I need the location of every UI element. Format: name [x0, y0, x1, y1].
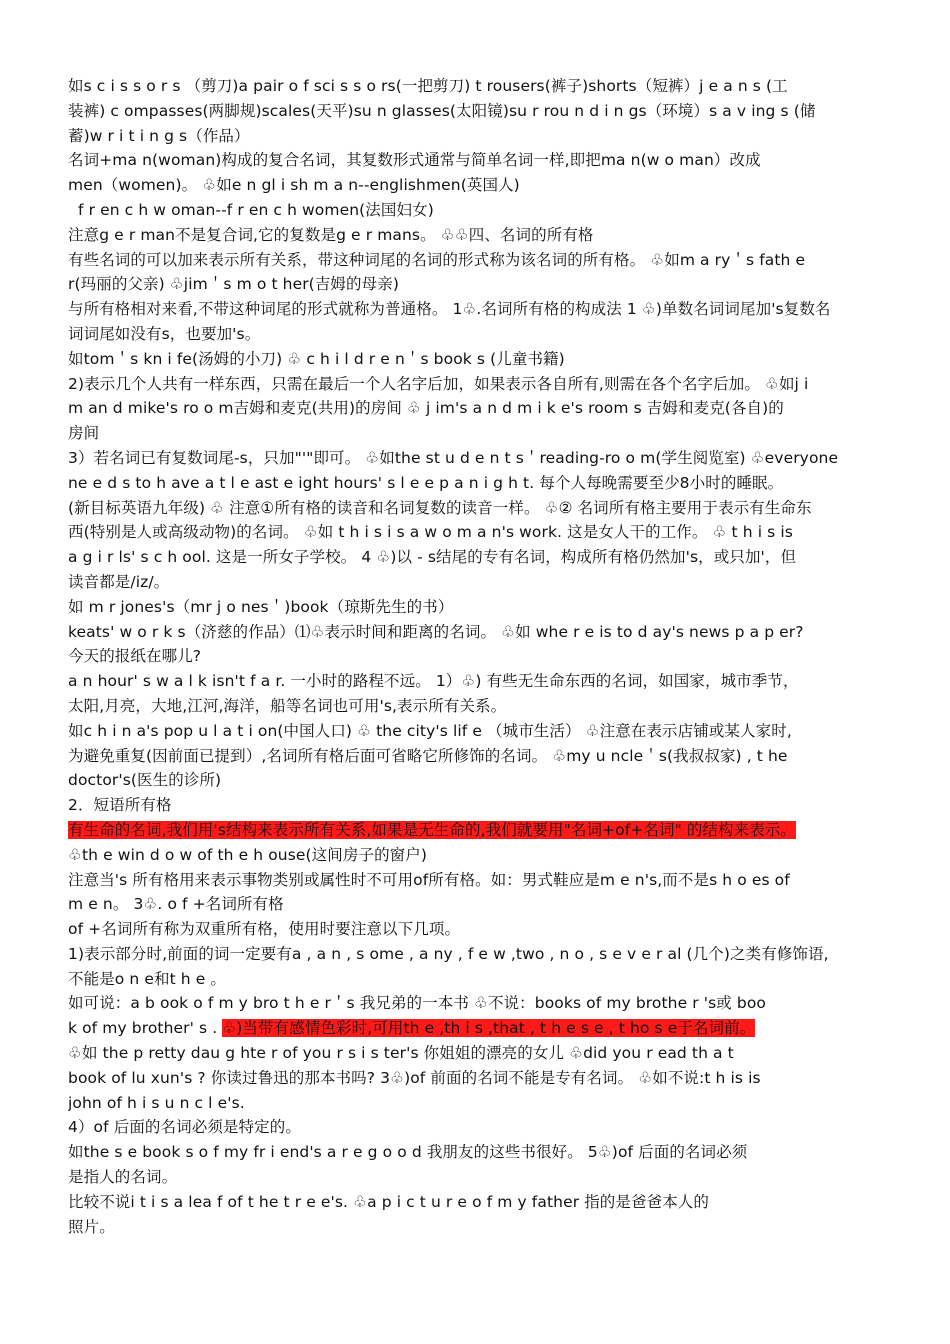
text-line: a n hour' s w a l k isn't f a r. 一小时的路程不远。 1）♧) 有些无生命东西的名词，如国家，城市季节， [68, 672, 799, 691]
text-line: 1)表示部分时,前面的词一定要有a , a n , s ome , a ny , f e w ,two , n o , s e v e r al (几个)之类有修饰语, [68, 944, 829, 963]
text-line: 蓄)w r i t i n g s（作品） [68, 126, 250, 145]
text-line: 注意g e r man不是复合词,它的复数是g e r mans。 ♧♧四、名词的所有格 [68, 225, 594, 244]
text-line: 读音都是/iz/。 [68, 572, 170, 591]
text-line: keats' w o r k s（济慈的作品）⑴♧表示时间和距离的名词。 ♧如 whe r e is to d ay's news p a p er? [68, 622, 804, 641]
text-line: 装裤) c ompasses(两脚规)scales(天平)su n glasses(太阳镜)su r rou n d i n gs（环境）s a v ing s (储 [68, 101, 816, 120]
text-line: 2)表示几个人共有一样东西，只需在最后一个人名字后加，如果表示各自所有,则需在各个名字后加。 ♧如j i [68, 374, 809, 393]
text-line-with-highlight [68, 1016, 888, 1041]
text-line: 有些名词的可以加来表示所有关系，带这种词尾的名词的形式称为该名词的所有格。 ♧如m a ry＇s fath e [68, 250, 806, 269]
text-line: 与所有格相对来看,不带这种词尾的形式就称为普通格。 1♧.名词所有格的构成法 1 ♧)单数名词词尾加's复数名 [68, 300, 831, 319]
text-line: 如c h i n a's pop u l a t i on(中国人口) ♧ the city's lif e （城市生活） ♧注意在表示店铺或某人家时, [68, 721, 792, 740]
text-line: 3）若名词已有复数词尾-s，只加"'"即可。 ♧如the st u d e n t s＇reading-ro o m(学生阅览室) ♧everyone [68, 448, 839, 467]
red-highlight: 有生命的名词,我们用's结构来表示所有关系,如果是无生命的,我们就要用"名词+of+名词" 的结构来表示。 [68, 820, 797, 839]
text-line: ♧如 the p retty dau g hte r of you r s i s ter's 你姐姐的漂亮的女儿 ♧did you r ead th a t [68, 1044, 734, 1063]
text-line: 比较不说i t i s a lea f of t he t r e e's. ♧a p i c t u r e o f m y father 指的是爸爸本人的 [68, 1192, 710, 1211]
text-line: 如tom＇s kn i fe(汤姆的小刀) ♧ c h i l d r e n＇s book s (儿童书籍) [68, 349, 565, 368]
text-line: 为避免重复(因前面已提到）,名词所有格后面可省略它所修饰的名词。 ♧my u ncle＇s(我叔叔家) , t he [68, 746, 788, 765]
text-line: r(玛丽的父亲) ♧jim＇s m o t her(吉姆的母亲) [68, 275, 399, 294]
text-line: 如the s e book s o f my fr i end's a r e g o o d 我朋友的这些书很好。 5♧)of 后面的名词必须 [68, 1143, 748, 1162]
text-line: f r en c h w oman--f r en c h women(法国妇女) [78, 200, 434, 219]
text-line: (新目标英语九年级) ♧ 注意①所有格的读音和名词复数的读音一样。 ♧② 名词所有格主要用于表示有生命东 [68, 498, 812, 517]
text-line: john of h i s u n c l e's. [68, 1093, 245, 1112]
text-line: 如s c i s s o r s （剪刀)a pair o f sci s s o rs(一把剪刀) t rousers(裤子)shorts（短裤）j e a n s (工 [68, 77, 788, 95]
text-line: ♧th e win d o w of th e h ouse(这间房子的窗户) [68, 845, 428, 864]
highlighted-line [68, 818, 888, 843]
text-line: doctor's(医生的诊所) [68, 771, 222, 790]
section-heading: 2．短语所有格 [68, 796, 172, 815]
text-line: book of lu xun's ? 你读过鲁迅的那本书吗? 3♧)of 前面的名词不能是专有名词。 ♧如不说:t h is is [68, 1068, 761, 1087]
text-line: 词词尾如没有s，也要加's。 [68, 324, 261, 343]
text-line: 4）of 后面的名词必须是特定的。 [68, 1118, 301, 1137]
text-line: 不能是o n e和t h e 。 [68, 969, 227, 988]
text-fragment: k of my brother' s . [68, 1019, 218, 1038]
text-line: 名词+ma n(woman)构成的复合名词，其复数形式通常与简单名词一样,即把ma n(w o man）改成 [68, 151, 761, 170]
text-line: 房间 [68, 424, 100, 443]
text-line: 如可说：a b ook o f m y bro t h e r＇s 我兄弟的一本书 ♧不说：books of my brothe r 's或 boo [68, 994, 767, 1013]
text-line: 太阳,月亮，大地,江河,海洋，船等名词也可用's,表示所有关系。 [68, 696, 507, 715]
text-line: ne e d s to h ave a t l e ast e ight hours' s l e e p a n i g h t. 每个人每晚需要至少8小时的睡眠。 [68, 473, 784, 492]
text-line: men（women)。 ♧如e n gl i sh m a n--englishmen(英国人) [68, 176, 520, 195]
text-line: m e n。 3♧. o f +名词所有格 [68, 895, 284, 914]
red-highlight: ♧)当带有感情色彩时,可用th e ,th i s ,that , t h e s e , t ho s e于名词前。 [222, 1019, 756, 1038]
text-line: m an d mike's ro o m吉姆和麦克(共用)的房间 ♧ j im's a n d m i k e's room s 吉姆和麦克(各自)的 [68, 399, 784, 418]
text-line: 照片。 [68, 1217, 115, 1236]
text-line: 是指人的名词。 [68, 1168, 178, 1187]
text-line: 注意当's 所有格用来表示事物类别或属性时不可用of所有格。如：男式鞋应是m e n's,而不是s h o es of [68, 870, 790, 889]
text-line: of +名词所有称为双重所有格，使用时要注意以下几项。 [68, 920, 461, 939]
text-line: a g i r ls' s c h ool. 这是一所女子学校。 4 ♧)以 - s结尾的专有名词，构成所有格仍然加's，或只加'，但 [68, 548, 797, 567]
text-line: 西(特别是人或高级动物)的名词。 ♧如 t h i s i s a w o m a n's work. 这是女人干的工作。 ♧ t h i s is [68, 523, 793, 542]
text-line: 今天的报纸在哪儿? [68, 647, 202, 666]
text-line: 如 m r jones's（mr j o nes＇)book（琼斯先生的书） [68, 597, 454, 616]
